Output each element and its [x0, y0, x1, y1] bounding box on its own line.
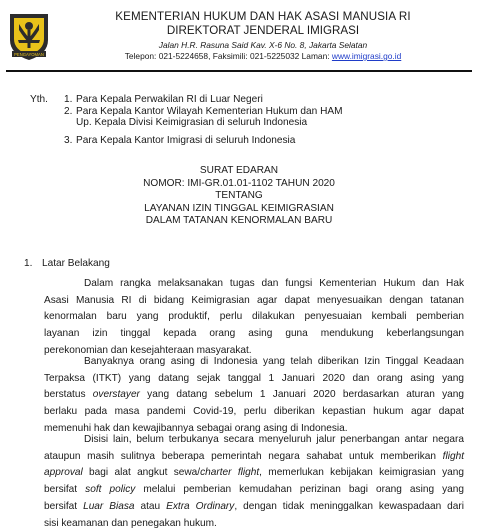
ministry-name: KEMENTERIAN HUKUM DAN HAK ASASI MANUSIA RI — [115, 10, 411, 23]
paragraph-1 — [44, 276, 464, 360]
letterhead — [56, 10, 470, 62]
addressee-list — [30, 94, 343, 146]
addressee-item — [30, 135, 343, 147]
contact-numbers: Telepon: 021-5224658, Faksimili: 021-5225032 Laman: — [124, 51, 332, 61]
kemenkumham-logo-icon — [6, 10, 52, 62]
section-number: 1. — [24, 258, 33, 269]
paragraph-line: layanan izin tinggal kepada orang asing guna mendukung keberlangsungan — [44, 328, 464, 340]
contact-line — [56, 51, 470, 62]
addressee-subline — [30, 117, 343, 129]
letterhead-divider — [6, 70, 472, 72]
addressee-item — [30, 94, 343, 106]
addressee-text: Para Kepala Perwakilan RI di Luar Negeri — [76, 94, 263, 105]
paragraph-line: bersifat Luar Biasa atau Extra Ordinary, dengan tidak meninggalkan kewaspadaan dari — [44, 500, 464, 512]
paragraph-3 — [44, 432, 464, 532]
paragraph-line: ataupun masih sulitnya beberapa pemerintah negara sahabat untuk memberikan flight — [44, 450, 464, 462]
circular-title-block — [60, 165, 418, 228]
addressee-text: Para Kepala Kantor Imigrasi di seluruh Indonesia — [76, 134, 296, 146]
section-heading — [24, 258, 110, 269]
logo-text: PENGAYOMAN — [14, 52, 44, 57]
circular-title: SURAT EDARAN — [199, 165, 279, 176]
paragraph-line: memenuhi hak dan kewajibannya sebagai orang asing di Indonesia. — [44, 422, 348, 434]
paragraph-line: perekonomian dan kesejahteraan masyarakat. — [44, 344, 252, 356]
yth-label: Yth. — [30, 94, 48, 105]
office-address: Jalan H.R. Rasuna Said Kav. X-6 No. 8, Jakarta Selatan — [158, 40, 368, 50]
paragraph-2 — [44, 354, 464, 438]
section-title: Latar Belakang — [42, 258, 110, 269]
paragraph-line: approval bagi alat angkut sewa/charter flight, memerlukan kebijakan keimigrasian yang — [44, 467, 464, 479]
circular-about-label: TENTANG — [215, 190, 263, 201]
paragraph-line: berstatus overstayer yang datang sebelum 1 Januari 2020 berdasarkan aturan yang — [44, 389, 465, 401]
website-link[interactable]: www.imigrasi.go.id — [331, 51, 402, 61]
paragraph-line: berlaku pada masa pandemi Covid-19, perlu diberikan kepastian hukum agar dapat — [44, 406, 464, 418]
paragraph-line: sisi keamanan dan penegakan hukum. — [44, 517, 217, 529]
addressee-text: Para Kepala Kantor Wilayah Kementerian Hukum dan HAM — [76, 105, 343, 117]
paragraph-line: Terpaksa (ITKT) yang datang sejak tanggal 1 Januari 2020 dan orang asing yang — [44, 372, 464, 384]
circular-number: NOMOR: IMI-GR.01.01-1102 TAHUN 2020 — [143, 177, 335, 189]
paragraph-line: bersifat soft policy melalui pemberian kemudahan perizinan bagi orang asing yang — [44, 484, 464, 496]
directorate-name: DIREKTORAT JENDERAL IMIGRASI — [166, 24, 360, 37]
paragraph-line: Banyaknya orang asing di Indonesia yang telah diberikan Izin Tinggal Keadaan — [84, 356, 464, 367]
paragraph-line: Dalam rangka melaksanakan tugas dan fungsi Kementerian Hukum dan Hak — [84, 278, 464, 289]
paragraph-line: Asasi Manusia RI di bidang Keimigrasian agar dapat menyesuaikan dengan tatanan — [44, 294, 464, 306]
addressee-subtext: Up. Kepala Divisi Keimigrasian di seluruh Indonesia — [76, 117, 308, 129]
addressee-item — [30, 106, 343, 118]
addressee-number: 1. — [64, 94, 73, 105]
circular-subject-line1: LAYANAN IZIN TINGGAL KEIMIGRASIAN — [144, 202, 334, 214]
circular-subject-line2: DALAM TATANAN KENORMALAN BARU — [145, 215, 333, 226]
paragraph-line: Disisi lain, belum terbukanya secara menyeluruh jalur penerbangan antar negara — [84, 434, 464, 445]
addressee-number: 3. — [64, 134, 73, 146]
addressee-number: 2. — [64, 105, 73, 117]
paragraph-line: kenormalan baru yang produktif, perlu dilakukan penyesuaian kembali pemberian — [44, 311, 464, 323]
